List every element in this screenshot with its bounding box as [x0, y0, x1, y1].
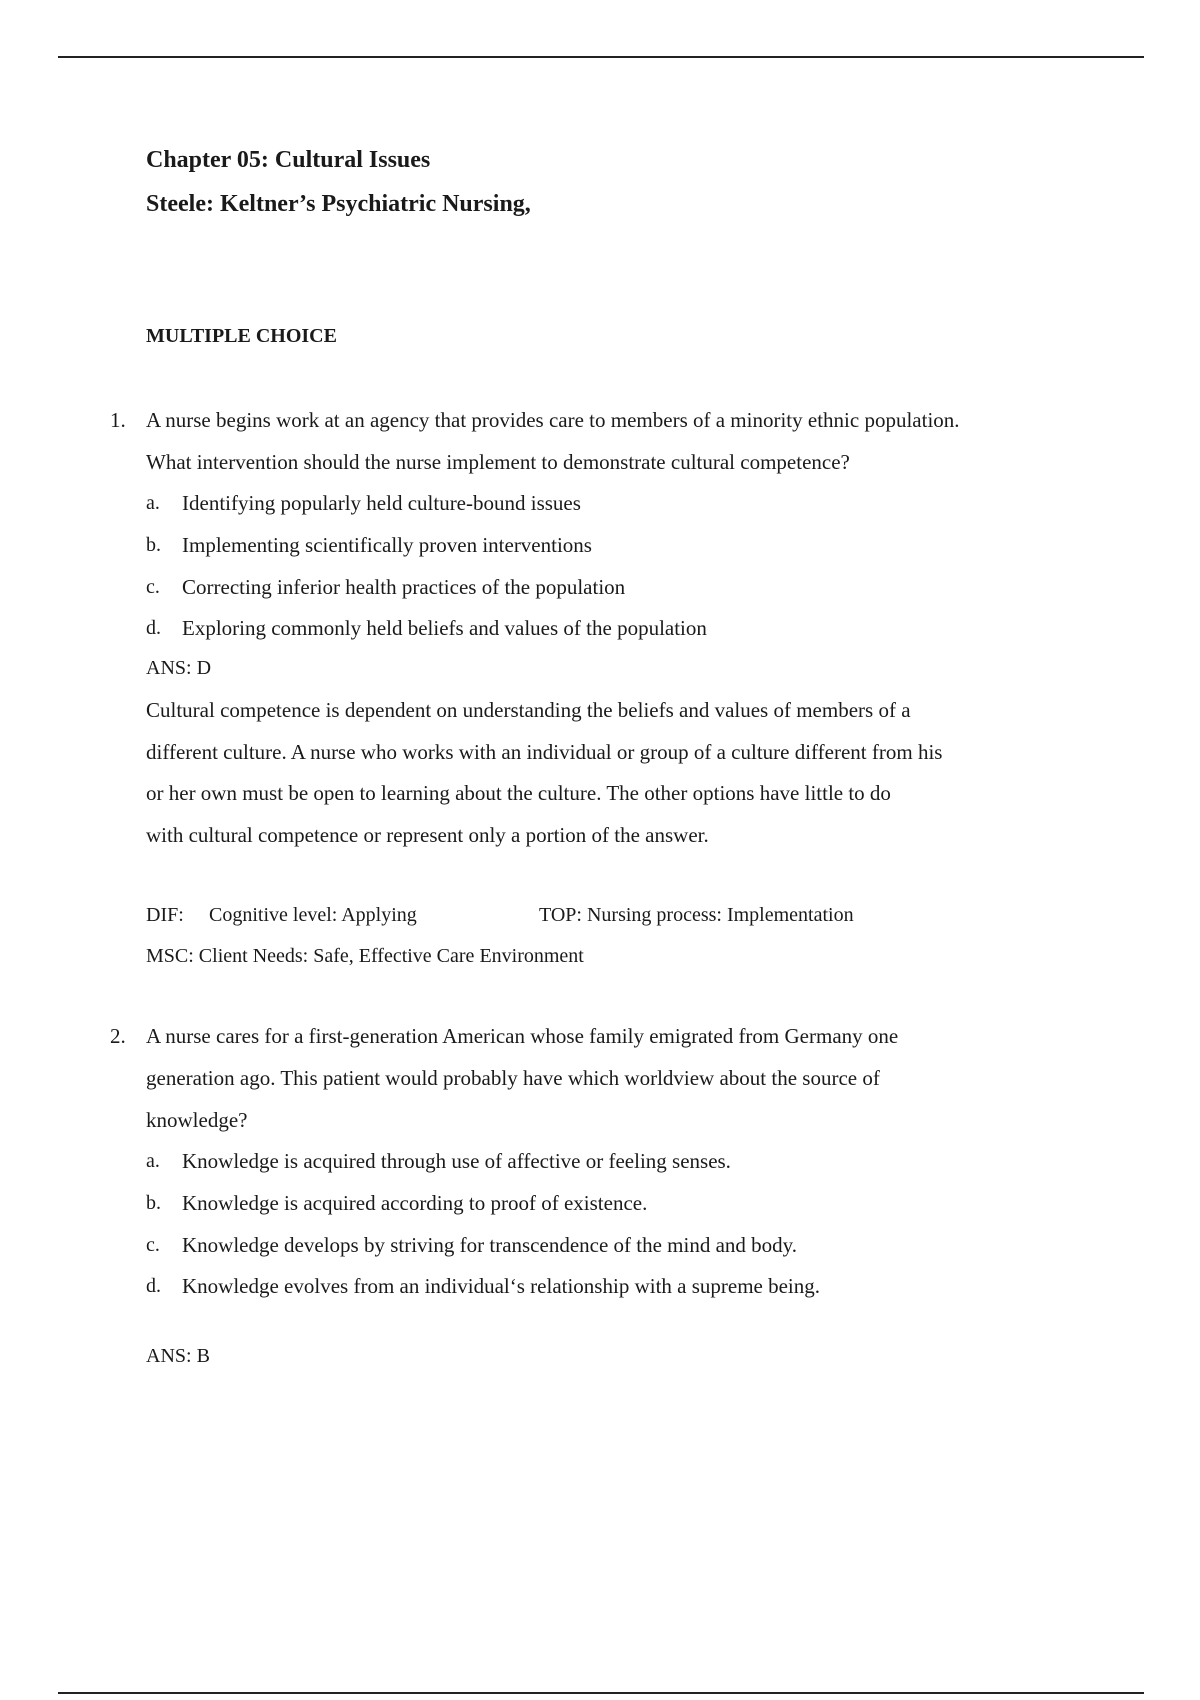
difficulty-value: Cognitive level: Applying	[209, 904, 417, 926]
option-text: Knowledge is acquired through use of affective or feeling senses.	[182, 1149, 731, 1173]
option-text: Identifying popularly held culture-bound issues	[182, 491, 581, 515]
option-text: Knowledge evolves from an individual‘s relationship with a supreme being.	[182, 1274, 821, 1298]
option-text: Implementing scientifically proven interventions	[182, 533, 592, 557]
question-number: 1.	[110, 408, 126, 432]
question-stem-line: generation ago. This patient would probably have which worldview about the source of	[146, 1066, 880, 1090]
section-heading: MULTIPLE CHOICE	[146, 325, 337, 347]
book-title: Steele: Keltner’s Psychiatric Nursing,	[146, 191, 531, 217]
option-letter: a.	[146, 492, 160, 514]
option-text: Correcting inferior health practices of the population	[182, 575, 626, 599]
option-text: Knowledge develops by striving for transcendence of the mind and body.	[182, 1233, 798, 1257]
rationale-line: with cultural competence or represent only a portion of the answer.	[146, 823, 709, 847]
option-text: Exploring commonly held beliefs and values of the population	[182, 616, 707, 640]
option-letter: b.	[146, 534, 161, 556]
question-stem-line: What intervention should the nurse implement to demonstrate cultural competence?	[146, 450, 850, 474]
bottom-rule	[58, 1692, 1144, 1694]
topic-tag: TOP: Nursing process: Implementation	[539, 904, 854, 926]
rationale-line: different culture. A nurse who works with an individual or group of a culture different from his	[146, 740, 943, 764]
option-letter: c.	[146, 1234, 160, 1256]
option-text: Knowledge is acquired according to proof of existence.	[182, 1191, 648, 1215]
answer-key: ANS: D	[146, 657, 212, 679]
answer-key: ANS: B	[146, 1345, 210, 1367]
option-letter: a.	[146, 1150, 160, 1172]
question-stem-line: A nurse cares for a first-generation American whose family emigrated from Germany one	[146, 1024, 899, 1048]
option-letter: b.	[146, 1192, 161, 1214]
question-stem-line: A nurse begins work at an agency that provides care to members of a minority ethnic population.	[146, 408, 960, 432]
chapter-title: Chapter 05: Cultural Issues	[146, 147, 431, 173]
rationale-line: Cultural competence is dependent on understanding the beliefs and values of members of a	[146, 698, 911, 722]
difficulty-label: DIF:	[146, 904, 184, 926]
rationale-line: or her own must be open to learning about the culture. The other options have little to do	[146, 781, 891, 805]
option-letter: d.	[146, 1275, 161, 1297]
top-rule	[58, 56, 1144, 58]
question-number: 2.	[110, 1024, 126, 1048]
question-stem-line: knowledge?	[146, 1108, 248, 1132]
option-letter: c.	[146, 576, 160, 598]
option-letter: d.	[146, 617, 161, 639]
client-needs-tag: MSC: Client Needs: Safe, Effective Care Environment	[146, 945, 584, 967]
